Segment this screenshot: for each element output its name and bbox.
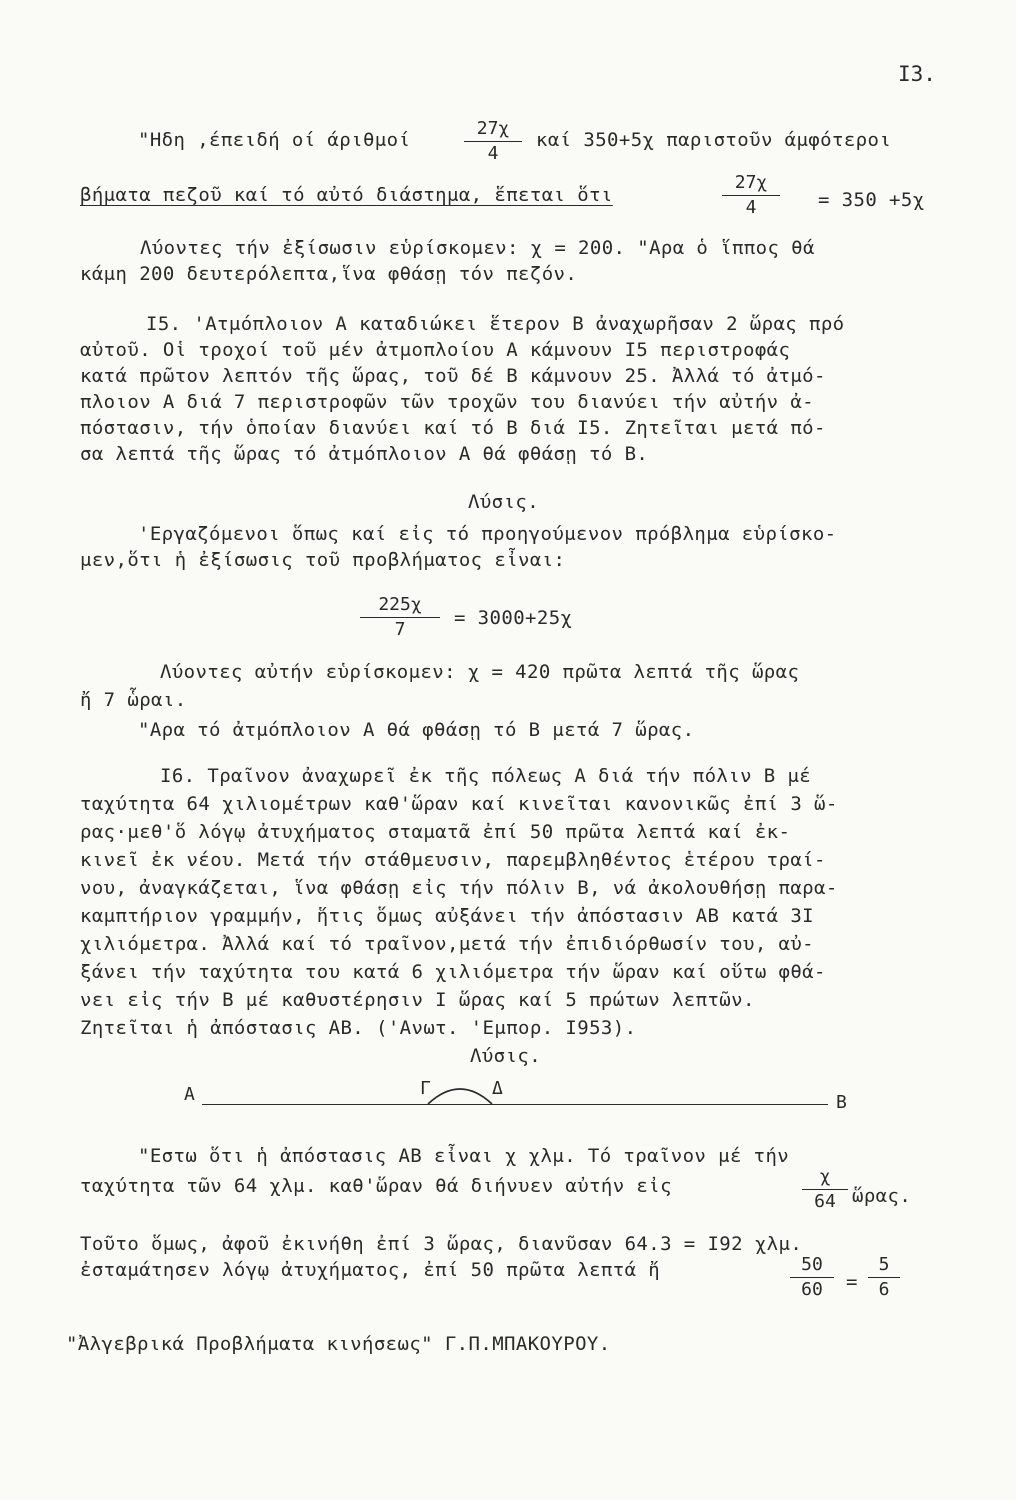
text-line: ταχύτητα τῶν 64 χλμ. καθ'ὥραν θά διήνυεν αὐτήν εἰς [80, 1175, 672, 1197]
text-line: κινεῖ ἐκ νέου. Μετά τήν στάθμευσιν, παρεμβληθέντος ἑτέρου τραί- [80, 849, 826, 871]
text-line: = 350 +5χ [818, 189, 925, 211]
text-line: Λύοντες αὐτήν εὑρίσκομεν: χ = 420 πρῶτα λεπτά τῆς ὥρας [160, 661, 800, 683]
fraction-27x-4-second [722, 172, 780, 219]
diagram-label-a: Α [184, 1084, 195, 1105]
diagram-label-d: Δ [492, 1078, 503, 1099]
fraction-numerator: 50 [801, 1254, 823, 1275]
fraction-bar [802, 1189, 848, 1190]
equation-rhs: = 3000+25χ [454, 607, 573, 629]
fraction-denominator: 64 [814, 1191, 836, 1212]
fraction-bar [360, 617, 440, 618]
text-line: ἐσταμάτησεν λόγῳ ἀτυχήματος, ἐπί 50 πρῶτα λεπτά ἤ [80, 1259, 661, 1281]
text-line: "Αρα τό ἀτμόπλοιον Α θά φθάσῃ τό Β μετά 7 ὥρας. [138, 719, 695, 741]
text-line: χιλιόμετρα. Ἀλλά καί τό τραῖνον,μετά τήν ἐπιδιόρθωσίν του, αὐ- [80, 933, 815, 955]
text-line: πόστασιν, τήν ὁποίαν διανύει καί τό Β διά I5. Ζητεῖται μετά πό- [80, 417, 826, 439]
fraction-numerator: 27χ [734, 172, 768, 193]
fraction-denominator: 4 [745, 197, 757, 218]
fraction-225x-7 [360, 594, 440, 641]
fraction-bar [722, 195, 780, 196]
text-line: σα λεπτά τῆς ὥρας τό ἀτμόπλοιον Α θά φθάσῃ τό Β. [80, 443, 649, 465]
fraction-denominator: 4 [487, 143, 499, 164]
text-line: 'Εργαζόμενοι ὅπως καί εἰς τό προηγούμενον πρόβλημα εὑρίσκο- [138, 523, 837, 545]
equals-sign: = [846, 1271, 858, 1293]
fraction-bar [464, 141, 522, 142]
fraction-bar [790, 1277, 834, 1278]
text-line: πλοιον Α διά 7 περιστροφῶν τῶν τροχῶν του διανύει τήν αὐτήν ἀ- [80, 391, 815, 413]
solution-heading: Λύσις. [470, 1045, 542, 1067]
problem-15-line: I5. 'Ατμόπλοιον Α καταδιώκει ἕτερον Β ἀναχωρῆσαν 2 ὥρας πρό [146, 313, 845, 335]
fraction-x-64 [802, 1166, 848, 1213]
text-line: νου, ἀναγκάζεται, ἵνα φθάσῃ εἰς τήν πόλιν Β, νά ἀκολουθήσῃ παρα- [80, 877, 838, 899]
text-line: αὐτοῦ. Οἱ τροχοί τοῦ μέν ἀτμοπλοίου Α κάμνουν I5 περιστροφάς [80, 339, 791, 361]
text-line: μεν,ὅτι ἡ ἐξίσωσις τοῦ προβλήματος εἶναι: [80, 549, 566, 571]
text-line: βήματα πεζοῦ καί τό αὐτό διάστημα, ἕπεται ὅτι [80, 184, 613, 206]
text-line: καί 350+5χ παριστοῦν άμφότεροι [536, 129, 892, 151]
text-line: Τοῦτο ὅμως, ἀφοῦ ἐκινήθη ἐπί 3 ὥρας, διανῦσαν 64.3 = I92 χλμ. [80, 1233, 803, 1255]
text-line: ξάνει τήν ταχύτητα του κατά 6 χιλιόμετρα τήν ὥραν καί οὕτω φθά- [80, 961, 826, 983]
text-line: ἤ 7 ὧραι. [80, 689, 187, 711]
diagram-label-g: Γ [420, 1078, 431, 1099]
page-number: I3. [898, 62, 936, 86]
fraction-numerator: 27χ [476, 118, 510, 139]
text-line: "Ηδη ,έπειδή οί άριθμοί [138, 129, 411, 151]
text-line: Ζητεῖται ἡ ἀπόστασις ΑΒ. ('Ανωτ. 'Εμπορ. I953). [80, 1017, 637, 1039]
text-line: νει εἰς τήν Β μέ καθυστέρησιν Ι ὥρας καί 5 πρώτων λεπτῶν. [80, 989, 755, 1011]
fraction-denominator: 60 [801, 1279, 823, 1300]
solution-heading: Λύσις. [468, 491, 540, 513]
text-line: καμπτήριον γραμμήν, ἥτις ὅμως αὐξάνει τήν ἀπόστασιν ΑΒ κατά 3I [80, 905, 815, 927]
detour-arc [424, 1078, 496, 1108]
fraction-numerator: χ [819, 1166, 831, 1187]
text-line: ὥρας. [852, 1185, 912, 1207]
text-line: ταχύτητα 64 χιλιομέτρων καθ'ὥραν καί κινεῖται κανονικῶς ἐπί 3 ὥ- [80, 793, 838, 815]
fraction-denominator: 7 [394, 619, 406, 640]
fraction-5-6 [868, 1254, 900, 1301]
text-line: "Εστω ὅτι ἡ ἀπόστασις ΑΒ εἶναι χ χλμ. Τό τραῖνον μέ τήν [138, 1145, 790, 1167]
fraction-numerator: 5 [878, 1254, 890, 1275]
segment-ab-line [202, 1104, 828, 1105]
text-line: κάμη 200 δευτερόλεπτα,ἵνα φθάσῃ τόν πεζόν. [80, 263, 578, 285]
footer-citation: "Ἀλγεβρικά Προβλήματα κινήσεως" Γ.Π.ΜΠΑΚΟΥΡΟΥ. [66, 1333, 611, 1355]
fraction-50-60 [790, 1254, 834, 1301]
text-line: κατά πρῶτον λεπτόν τῆς ὥρας, τοῦ δέ Β κάμνουν 25. Ἀλλά τό ἀτμό- [80, 365, 826, 387]
text-line: Λύοντες τήν ἐξίσωσιν εὑρίσκομεν: χ = 200. "Αρα ὁ ἵππος θά [140, 237, 815, 259]
fraction-numerator: 225χ [378, 594, 422, 615]
problem-16-line: I6. Τραῖνον ἀναχωρεῖ ἐκ τῆς πόλεως Α διά τήν πόλιν Β μέ [160, 765, 812, 787]
fraction-bar [868, 1277, 900, 1278]
text-line: ρας·μεθ'ὅ λόγῳ ἀτυχήματος σταματᾶ ἐπί 50 πρῶτα λεπτά καί ἐκ- [80, 821, 791, 843]
diagram-label-b: Β [836, 1092, 847, 1113]
fraction-denominator: 6 [878, 1279, 890, 1300]
fraction-27x-4 [464, 118, 522, 165]
